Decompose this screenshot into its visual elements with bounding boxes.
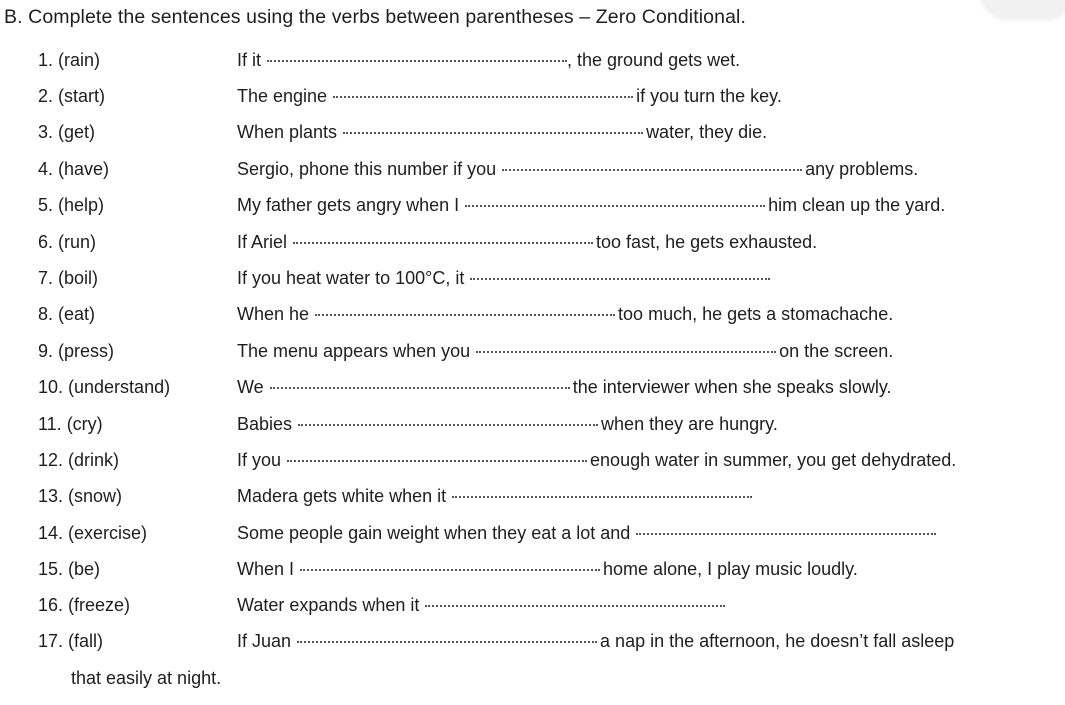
sentence-start: If you: [237, 450, 282, 470]
item-sentence: [237, 591, 728, 619]
item-verb: 16. (freeze): [38, 595, 131, 615]
exercise-item: [0, 627, 1065, 655]
sentence-start: If you heat water to 100°C, it: [237, 268, 465, 288]
item-verb: 9. (press): [38, 341, 115, 361]
sentence-end: any problems.: [805, 159, 919, 179]
sentence-end: him clean up the yard.: [768, 195, 946, 215]
sentence-start: Madera gets white when it: [237, 486, 447, 506]
answer-blank[interactable]: [425, 604, 725, 607]
exercise-item: [0, 519, 1065, 547]
item-17-continuation: that easily at night.: [71, 668, 222, 688]
exercise-item: [0, 191, 1065, 219]
answer-blank[interactable]: [502, 168, 802, 171]
answer-blank[interactable]: [636, 532, 936, 535]
item-sentence: [237, 373, 892, 401]
answer-blank[interactable]: [287, 459, 587, 462]
exercise-item: [0, 446, 1065, 474]
item-sentence: [237, 482, 755, 510]
exercise-item: [0, 591, 1065, 619]
sentence-start: The engine: [237, 86, 328, 106]
answer-blank[interactable]: [315, 313, 615, 316]
item-sentence: [237, 337, 893, 365]
item-verb: 2. (start): [38, 86, 106, 106]
sentence-start: When he: [237, 304, 310, 324]
exercise-heading: B. Complete the sentences using the verbs between parentheses – Zero Conditional.: [4, 6, 746, 28]
item-sentence: [237, 264, 773, 292]
answer-blank[interactable]: [270, 386, 570, 389]
exercise-item: [0, 373, 1065, 401]
item-sentence: [237, 155, 918, 183]
item-verb: 13. (snow): [38, 486, 123, 506]
item-verb: 12. (drink): [38, 450, 120, 470]
sentence-start: If it: [237, 50, 262, 70]
sentence-start: When plants: [237, 122, 338, 142]
sentence-end: water, they die.: [646, 122, 768, 142]
sentence-start: If Juan: [237, 631, 292, 651]
answer-blank[interactable]: [300, 568, 600, 571]
exercise-item: [0, 555, 1065, 583]
item-sentence: [237, 300, 893, 328]
sentence-end: a nap in the afternoon, he doesn’t fall asleep: [600, 631, 955, 651]
sentence-start: Babies: [237, 414, 293, 434]
sentence-start: Sergio, phone this number if you: [237, 159, 497, 179]
sentence-start: The menu appears when you: [237, 341, 471, 361]
exercise-item: [0, 410, 1065, 438]
item-verb: 15. (be): [38, 559, 101, 579]
item-verb: 17. (fall): [38, 631, 104, 651]
item-sentence: [237, 228, 817, 256]
sentence-end: , the ground gets wet.: [567, 50, 741, 70]
item-verb: 3. (get): [38, 122, 96, 142]
exercise-item: [0, 118, 1065, 146]
exercise-item: [0, 82, 1065, 110]
sentence-end: enough water in summer, you get dehydrated.: [590, 450, 957, 470]
answer-blank[interactable]: [267, 59, 567, 62]
answer-blank[interactable]: [297, 640, 597, 643]
item-sentence: [237, 82, 782, 110]
item-verb: 11. (cry): [38, 414, 103, 434]
sentence-start: When I: [237, 559, 295, 579]
answer-blank[interactable]: [293, 241, 593, 244]
item-verb: 8. (eat): [38, 304, 96, 324]
item-sentence: [237, 46, 740, 74]
sentence-end: the interviewer when she speaks slowly.: [572, 377, 892, 397]
exercise-item: [0, 264, 1065, 292]
sentence-end: when they are hungry.: [601, 414, 778, 434]
exercise-item: [0, 155, 1065, 183]
sentence-start: If Ariel: [237, 232, 288, 252]
answer-blank[interactable]: [465, 204, 765, 207]
item-sentence: [237, 519, 939, 547]
item-sentence: [237, 446, 956, 474]
item-verb: 10. (understand): [38, 377, 171, 397]
answer-blank[interactable]: [470, 277, 770, 280]
sentence-end: on the screen.: [779, 341, 894, 361]
corner-decoration: [980, 0, 1065, 18]
answer-blank[interactable]: [452, 495, 752, 498]
item-sentence: [237, 555, 858, 583]
item-sentence: [237, 410, 778, 438]
sentence-start: We: [237, 377, 264, 397]
answer-blank[interactable]: [343, 131, 643, 134]
exercise-item: [0, 300, 1065, 328]
answer-blank[interactable]: [298, 423, 598, 426]
exercise-item: [0, 482, 1065, 510]
answer-blank[interactable]: [476, 350, 776, 353]
item-verb: 5. (help): [38, 195, 105, 215]
sentence-start: My father gets angry when I: [237, 195, 460, 215]
item-sentence: [237, 627, 954, 655]
sentence-end: too much, he gets a stomachache.: [618, 304, 894, 324]
item-verb: 1. (rain): [38, 50, 101, 70]
item-sentence: [237, 191, 945, 219]
item-verb: 7. (boil): [38, 268, 99, 288]
sentence-end: if you turn the key.: [636, 86, 782, 106]
exercise-item: [0, 228, 1065, 256]
sentence-start: Water expands when it: [237, 595, 420, 615]
sentence-end: too fast, he gets exhausted.: [596, 232, 818, 252]
sentence-start: Some people gain weight when they eat a lot and: [237, 523, 631, 543]
sentence-end: home alone, I play music loudly.: [603, 559, 858, 579]
item-sentence: [237, 118, 767, 146]
item-verb: 4. (have): [38, 159, 110, 179]
exercise-item: [0, 46, 1065, 74]
item-verb: 14. (exercise): [38, 523, 148, 543]
item-verb: 6. (run): [38, 232, 97, 252]
exercise-item: [0, 337, 1065, 365]
answer-blank[interactable]: [333, 95, 633, 98]
